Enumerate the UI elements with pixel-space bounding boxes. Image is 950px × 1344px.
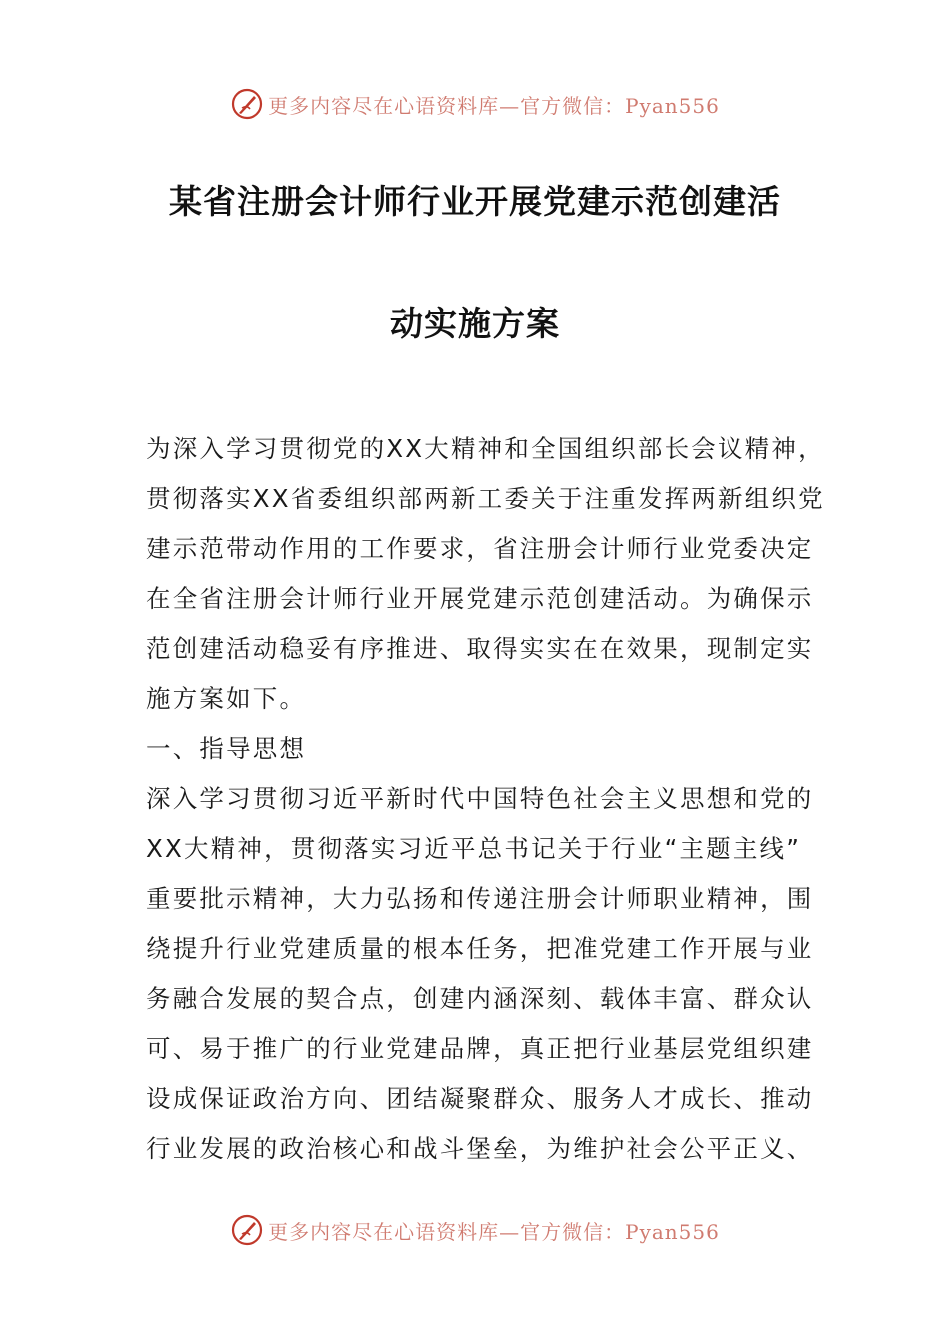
body-line: 行业发展的政治核心和战斗堡垒，为维护社会公平正义、 — [146, 1134, 814, 1163]
body-line: 为深入学习贯彻党的XX大精神和全国组织部长会议精神， — [146, 434, 825, 463]
body-line: 可、易于推广的行业党建品牌，真正把行业基层党组织建 — [146, 1034, 814, 1063]
watermark-text: 更多内容尽在心语资料库—官方微信：Pyan556 — [268, 93, 720, 118]
section-heading: 一、指导思想 — [146, 734, 307, 763]
body-line: 贯彻落实XX省委组织部两新工委关于注重发挥两新组织党 — [146, 484, 825, 513]
body-line: 务融合发展的契合点，创建内涵深刻、载体丰富、群众认 — [146, 984, 814, 1013]
document-title-line-2: 动实施方案 — [390, 304, 560, 343]
body-line: 施方案如下。 — [146, 684, 307, 713]
body-line: 深入学习贯彻习近平新时代中国特色社会主义思想和党的 — [146, 784, 814, 813]
body-line: 建示范带动作用的工作要求，省注册会计师行业党委决定 — [146, 534, 814, 563]
document-title-line-1: 某省注册会计师行业开展党建示范创建活 — [169, 182, 781, 221]
body-line: 在全省注册会计师行业开展党建示范创建活动。为确保示 — [146, 584, 814, 613]
body-line: 绕提升行业党建质量的根本任务，把准党建工作开展与业 — [146, 934, 814, 963]
quill-logo-icon — [230, 1213, 264, 1247]
header-watermark — [0, 84, 950, 124]
footer-watermark — [0, 1210, 950, 1250]
quill-logo-icon — [230, 87, 264, 121]
body-line: 范创建活动稳妥有序推进、取得实实在在效果，现制定实 — [146, 634, 814, 663]
watermark-text: 更多内容尽在心语资料库—官方微信：Pyan556 — [268, 1219, 720, 1244]
body-line: 设成保证政治方向、团结凝聚群众、服务人才成长、推动 — [146, 1084, 814, 1113]
body-line: 重要批示精神，大力弘扬和传递注册会计师职业精神，围 — [146, 884, 814, 913]
document-body — [146, 424, 825, 1174]
body-line: XX大精神，贯彻落实习近平总书记关于行业“主题主线” — [146, 834, 802, 863]
